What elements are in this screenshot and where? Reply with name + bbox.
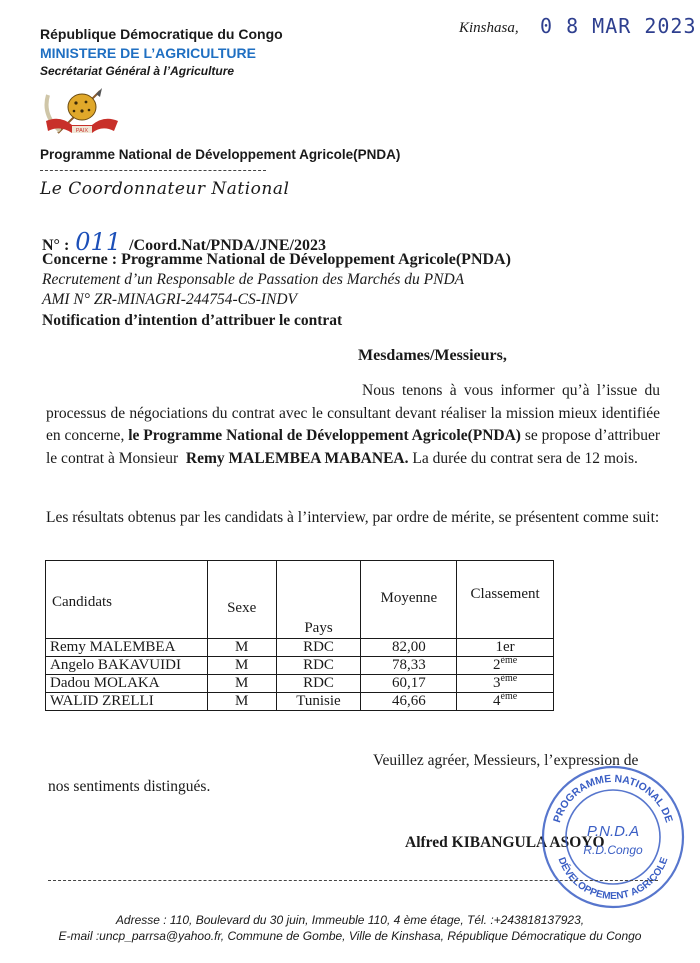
cell-name: Angelo BAKAVUIDI <box>46 657 208 675</box>
cell-sexe: M <box>207 657 276 675</box>
secretariat-name: Secrétariat Général à l’Agriculture <box>40 64 235 78</box>
body-paragraph-1 <box>46 380 660 470</box>
cell-moyenne: 82,00 <box>361 639 457 657</box>
stamp-center-1: P.N.D.A <box>586 823 640 840</box>
cell-rank: 4ème <box>457 693 554 711</box>
concerne-value: Programme National de Développement Agricole(PNDA) <box>121 251 511 268</box>
cell-name: Dadou MOLAKA <box>46 675 208 693</box>
cell-rank: 2ème <box>457 657 554 675</box>
header-moyenne: Moyenne <box>361 561 457 639</box>
cell-moyenne: 46,66 <box>361 693 457 711</box>
cell-name: WALID ZRELLI <box>46 693 208 711</box>
date-stamp: 0 8 MAR 2023 <box>540 14 697 38</box>
cell-sexe: M <box>207 639 276 657</box>
closing-line-2: nos sentiments distingués. <box>48 778 211 795</box>
header-candidats: Candidats <box>46 561 208 639</box>
handwritten-number: 011 <box>75 228 122 256</box>
body-paragraph-2: Les résultats obtenus par les candidats à l’interview, par ordre de mérite, se présentent comme suit: <box>46 509 660 526</box>
cell-moyenne: 60,17 <box>361 675 457 693</box>
greeting: Mesdames/Messieurs, <box>358 347 507 364</box>
table-row <box>46 639 554 657</box>
country-name: République Démocratique du Congo <box>40 26 283 42</box>
programme-name: Programme National de Développement Agricole(PNDA) <box>40 147 401 162</box>
stamp-bottom-text: DÉVELOPPEMENT AGRICOLE <box>555 855 671 903</box>
cell-rank: 1er <box>457 639 554 657</box>
cell-moyenne: 78,33 <box>361 657 457 675</box>
cell-pays: RDC <box>276 675 361 693</box>
cell-sexe: M <box>207 693 276 711</box>
official-stamp-icon <box>538 762 688 912</box>
table-row <box>46 693 554 711</box>
concerne-label: Concerne : <box>42 251 118 268</box>
coat-motto: PAIX <box>75 128 89 134</box>
footer-email: E-mail :uncp_parrsa@yahoo.fr, Commune de Gombe, Ville de Kinshasa, République Démocratique du Congo <box>58 929 642 943</box>
cell-rank: 3ème <box>457 675 554 693</box>
reference-code: /Coord.Nat/PNDA/JNE/2023 <box>129 237 326 254</box>
notification-title: Notification d’intention d’attribuer le contrat <box>42 312 343 329</box>
cell-pays: Tunisie <box>276 693 361 711</box>
cell-pays: RDC <box>276 657 361 675</box>
ministry-name: MINISTERE DE L’AGRICULTURE <box>40 45 256 61</box>
stamp-center-2: R.D.Congo <box>583 843 643 857</box>
p1-text-a: Nous tenons à vous informer qu’à l’issue du processus de négociations du contrat avec le consultant devant réaliser la mission mieux identifiée en concerne, <box>46 382 660 444</box>
coordinator-title: Le Coordonnateur National <box>40 179 290 199</box>
header-classement: Classement <box>457 561 554 639</box>
closing-line-1: Veuillez agréer, Messieurs, l’expression de <box>373 752 639 769</box>
table-row <box>46 675 554 693</box>
footer-address: Adresse : 110, Boulevard du 30 juin, Immeuble 110, 4 ème étage, Tél. :+243818137923, <box>115 913 585 927</box>
footer-divider <box>48 880 658 881</box>
p1-programme: le Programme National de Développement Agricole(PNDA) <box>128 427 521 444</box>
cell-name: Remy MALEMBEA <box>46 639 208 657</box>
cell-pays: RDC <box>276 639 361 657</box>
cell-sexe: M <box>207 675 276 693</box>
table-header-row <box>46 561 554 639</box>
signer-name: Alfred KIBANGULA ASOYO <box>405 834 605 851</box>
table-row <box>46 657 554 675</box>
p1-text-e: La durée du contrat sera de 12 mois. <box>412 449 638 467</box>
p1-text-c: se propose d’attribuer le contrat à Monsieur <box>46 427 661 467</box>
concerne-line <box>42 251 511 269</box>
results-table <box>45 560 554 711</box>
recruitment-line: Recrutement d’un Responsable de Passation des Marchés du PNDA <box>42 271 465 288</box>
p1-awardee: Remy MALEMBEA MABANEA. <box>185 449 409 467</box>
header-sexe: Sexe <box>207 561 276 639</box>
reference-number-label: N° : <box>42 237 70 254</box>
place: Kinshasa, <box>459 20 519 36</box>
ami-reference: AMI N° ZR-MINAGRI-244754-CS-INDV <box>42 291 298 308</box>
coat-of-arms-icon <box>38 85 122 143</box>
header-pays: Pays <box>276 561 361 639</box>
header-divider <box>40 170 266 171</box>
stamp-top-text: PROGRAMME NATIONAL DE <box>551 772 675 825</box>
